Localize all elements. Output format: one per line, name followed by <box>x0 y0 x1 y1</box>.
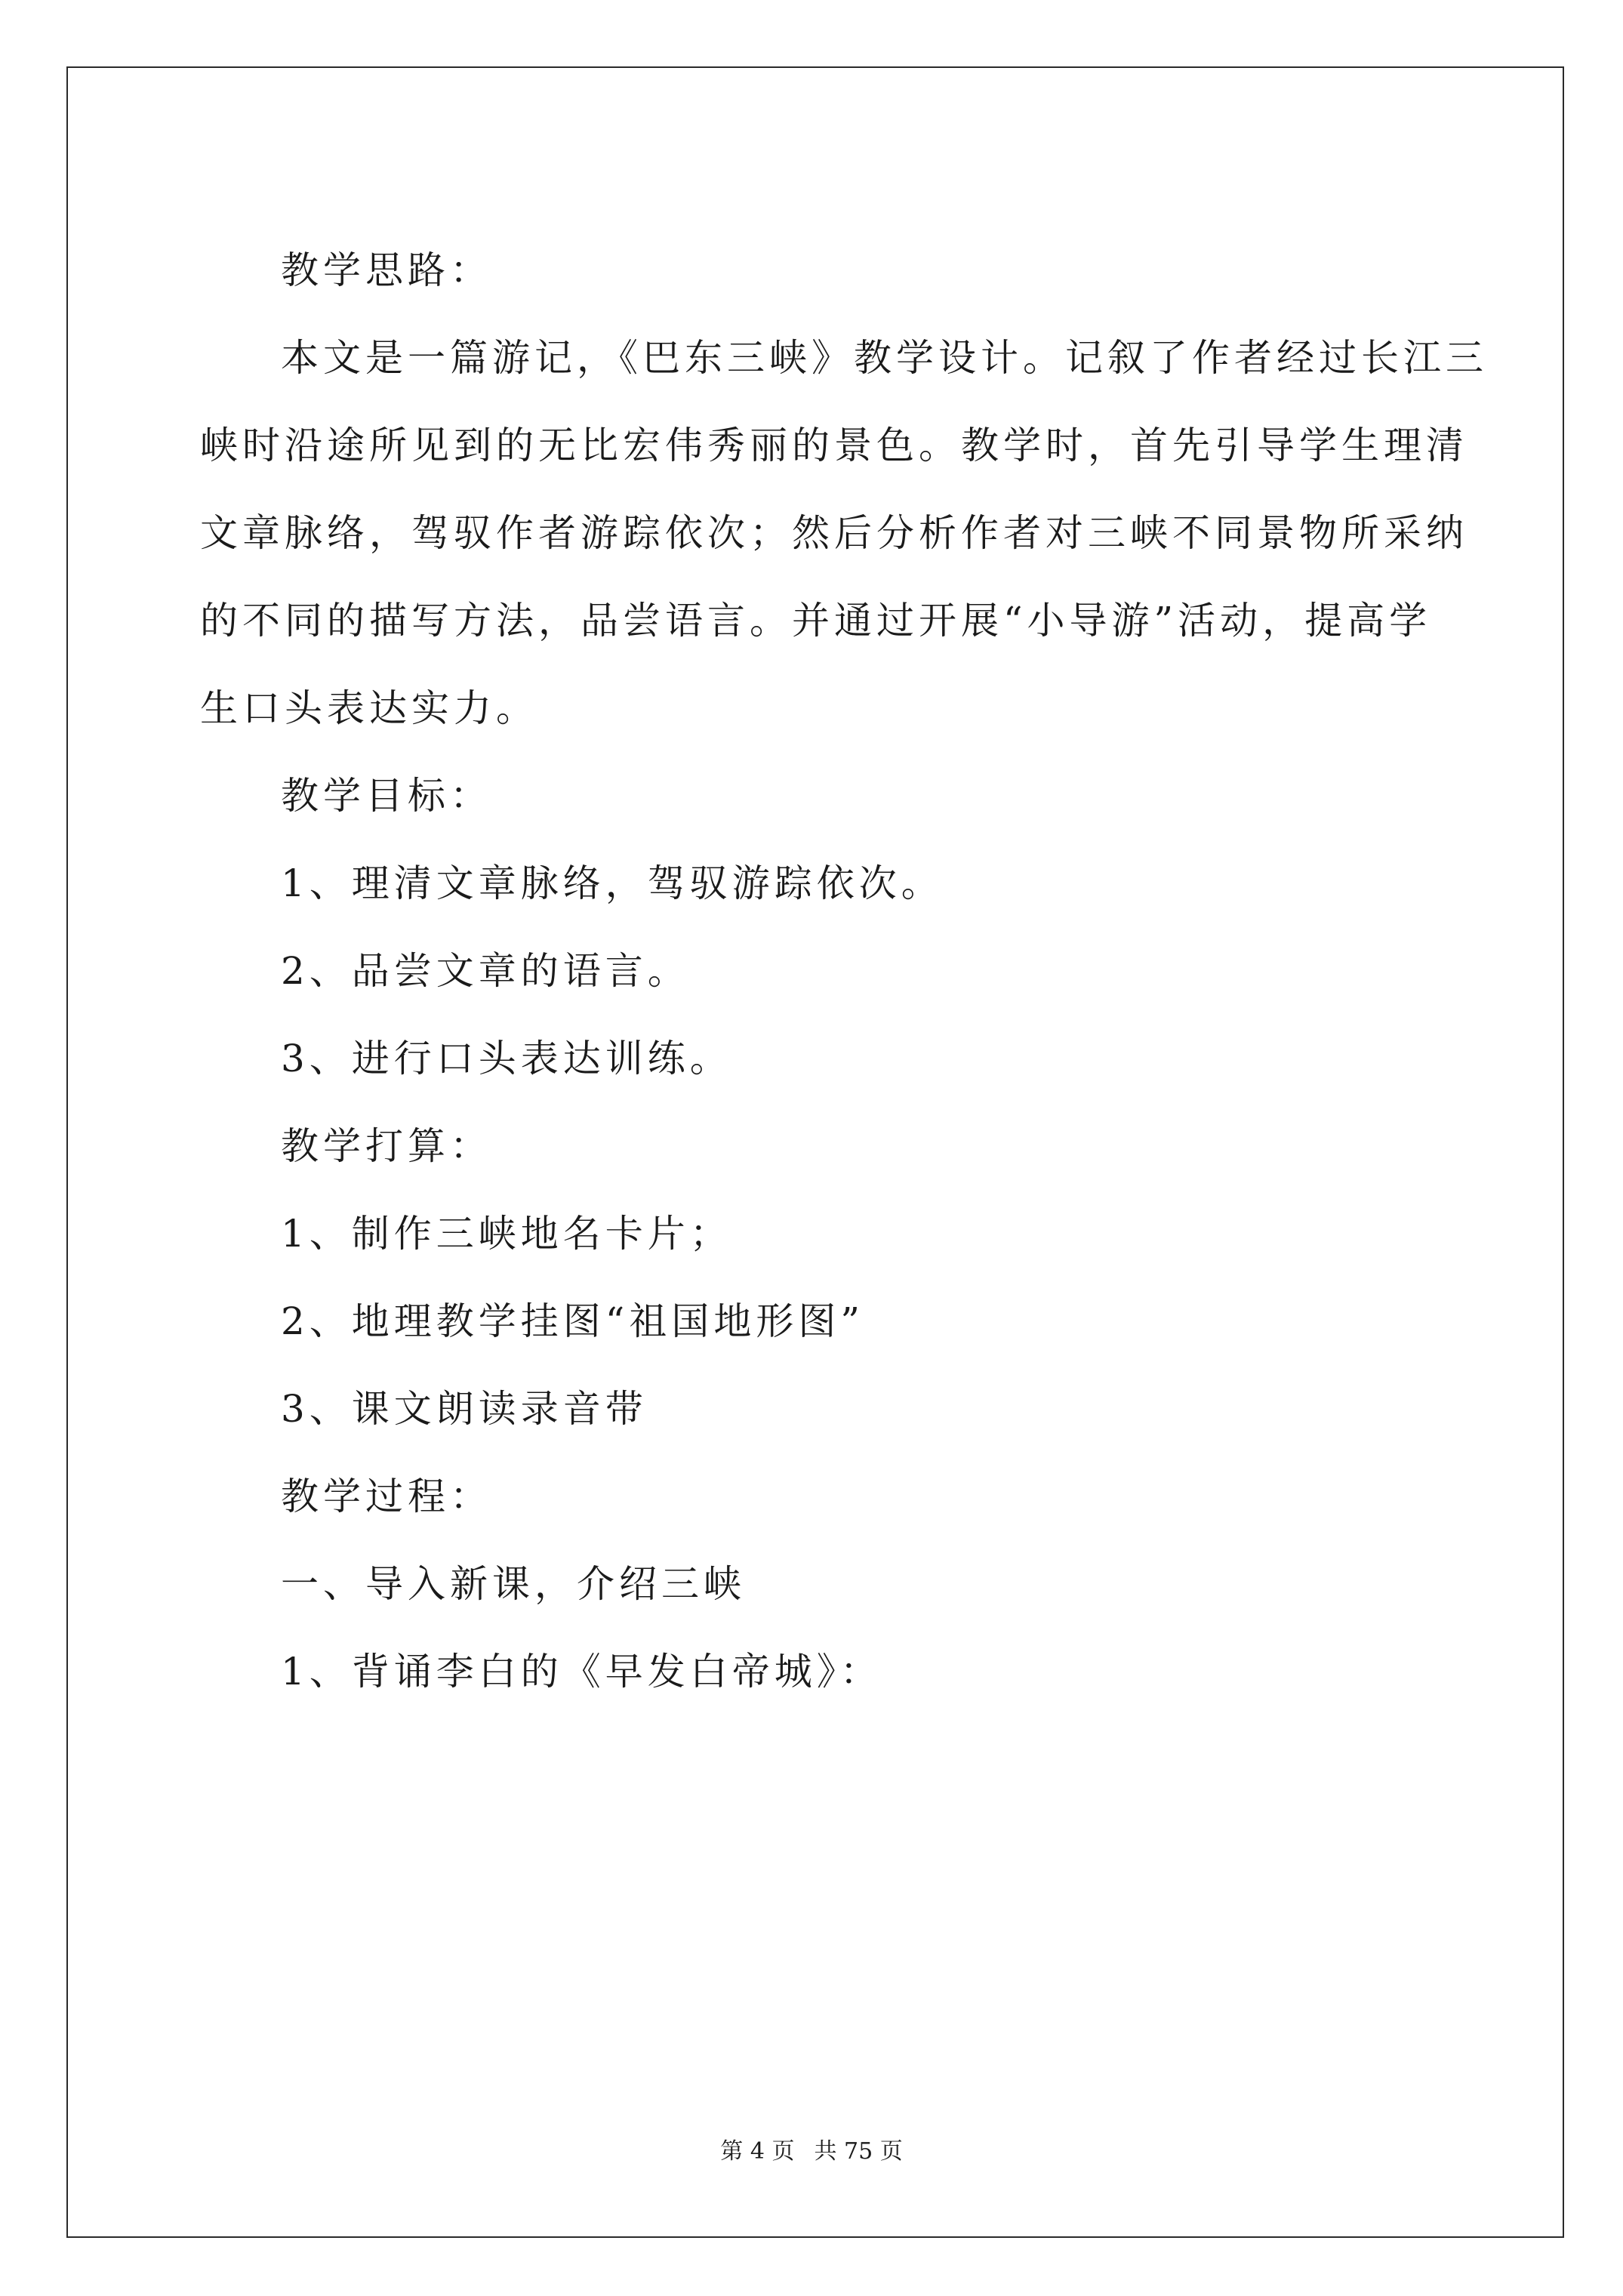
document-body <box>200 227 1488 1715</box>
heading-teaching-approach: 教学思路： <box>281 248 492 292</box>
paragraph-line: 本文是一篇游记，《巴东三峡》教学设计。记叙了作者经过长江三 <box>281 336 1488 380</box>
heading-teaching-process: 教学过程： <box>281 1475 492 1518</box>
page-total: 共 75 页 <box>814 2138 903 2165</box>
page-number: 第 4 页 <box>720 2138 795 2165</box>
paragraph-line: 生口头表达实力。 <box>200 686 538 730</box>
heading-teaching-goals: 教学目标： <box>281 774 492 818</box>
list-item: 2、地理教学挂图“祖国地形图” <box>281 1299 864 1343</box>
paragraph-line: 文章脉络，驾驭作者游踪依次；然后分析作者对三峡不同景物所采纳 <box>200 511 1468 555</box>
list-item: 1、理清文章脉络，驾驭游踪依次。 <box>281 861 944 905</box>
list-item: 1、制作三峡地名卡片； <box>281 1212 732 1256</box>
page-footer <box>0 2137 1623 2167</box>
list-item: 1、背诵李白的《早发白帝城》： <box>281 1650 882 1693</box>
paragraph-line: 的不同的描写方法，品尝语言。并通过开展“小导游”活动，提高学 <box>200 599 1432 643</box>
list-item: 2、品尝文章的语言。 <box>281 949 690 993</box>
section-heading: 一、导入新课，介绍三峡 <box>281 1562 746 1606</box>
heading-teaching-preparation: 教学打算： <box>281 1124 492 1168</box>
paragraph-line: 峡时沿途所见到的无比宏伟秀丽的景色。教学时，首先引导学生理清 <box>200 424 1468 467</box>
list-item: 3、课文朗读录音带 <box>281 1387 648 1431</box>
list-item: 3、进行口头表达训练。 <box>281 1037 732 1080</box>
